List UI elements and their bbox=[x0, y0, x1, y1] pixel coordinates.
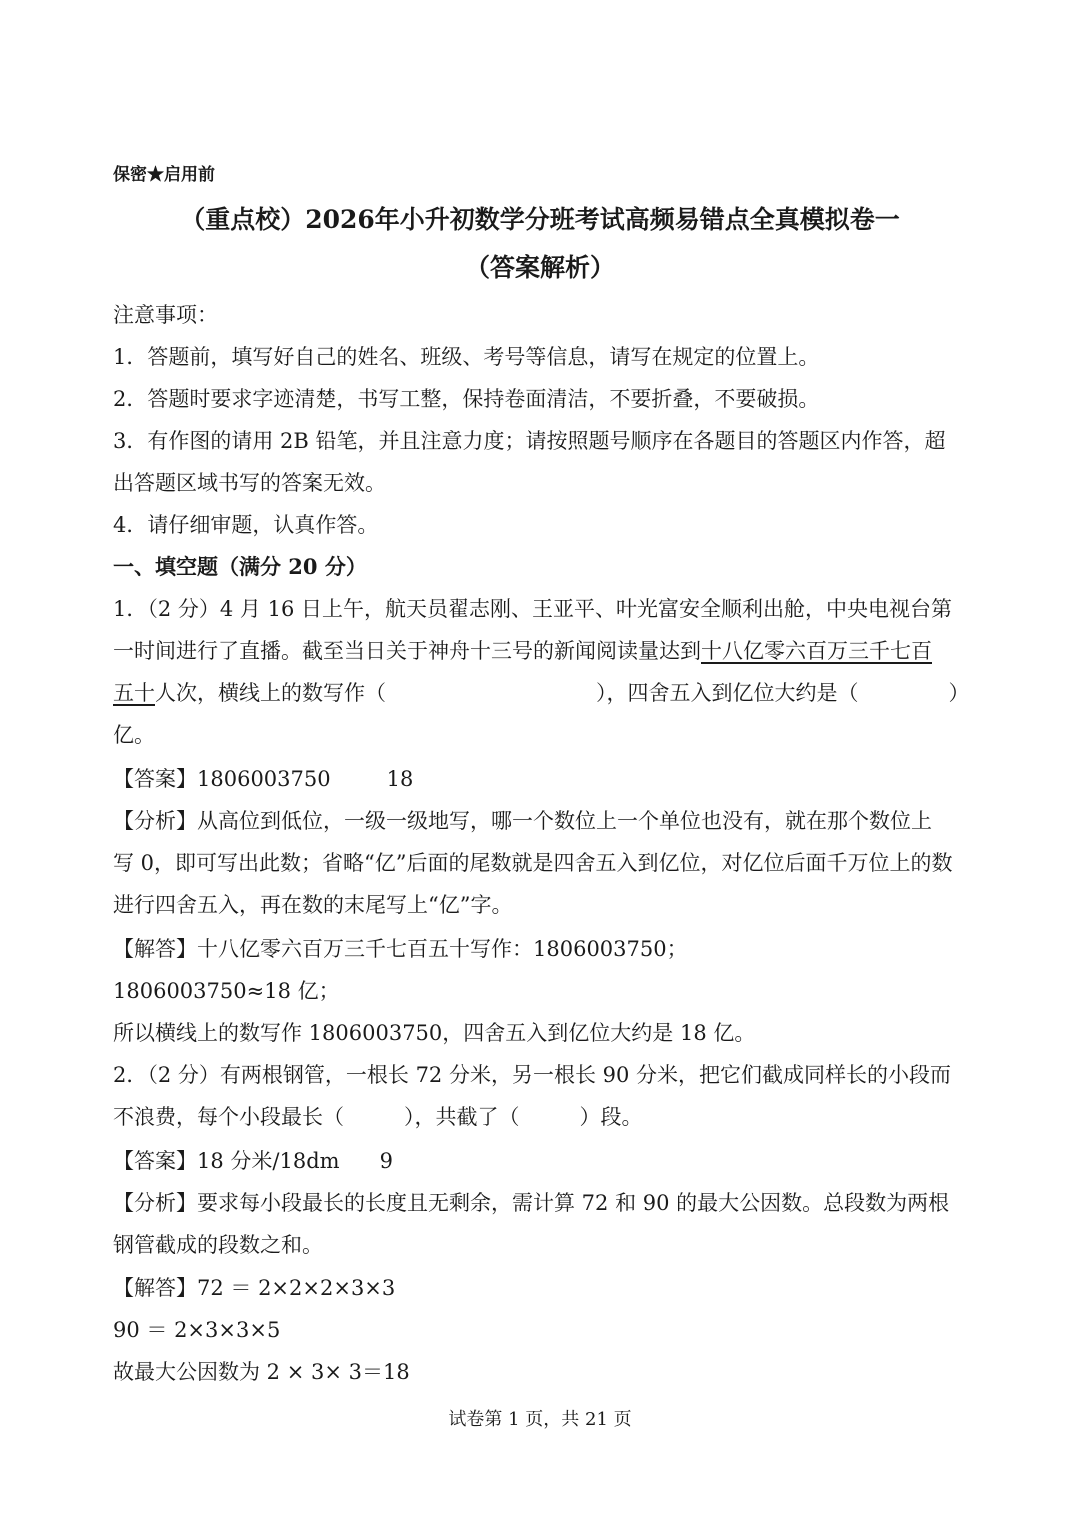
notes-item-1: 1．答题前，填写好自己的姓名、班级、考号等信息，请写在规定的位置上。 bbox=[113, 345, 820, 369]
q1-analysis-line-2: 写 0，即可写出此数；省略“亿”后面的尾数就是四舍五入到亿位，对亿位后面千万位上的数 bbox=[113, 851, 953, 875]
q2-solution-line-1: 【解答】72 ＝ 2×2×2×3×3 bbox=[113, 1276, 396, 1300]
q1-answer-value-1: 1806003750 bbox=[197, 767, 331, 791]
q1-blank-close: ） bbox=[948, 681, 970, 705]
notes-item-4: 4．请仔细审题，认真作答。 bbox=[113, 513, 379, 537]
q1-text-line-4: 亿。 bbox=[113, 723, 155, 747]
notes-item-3: 3．有作图的请用 2B 铅笔，并且注意力度；请按照题号顺序在各题目的答题区内作答，超 bbox=[113, 429, 946, 453]
q2-solution-line-2: 90 ＝ 2×3×3×5 bbox=[113, 1318, 281, 1342]
notes-item-2: 2．答题时要求字迹清楚，书写工整，保持卷面清洁，不要折叠，不要破损。 bbox=[113, 387, 820, 411]
confidential-mark: 保密★启用前 bbox=[113, 165, 215, 185]
q1-analysis-line-1: 【分析】从高位到低位，一级一级地写，哪一个数位上一个单位也没有，就在那个数位上 bbox=[113, 809, 932, 833]
q2-answer-value-2: 9 bbox=[379, 1149, 393, 1173]
q2-text-line-1: 2．（2 分）有两根钢管，一根长 72 分米，另一根长 90 分米，把它们截成同样长的小段而 bbox=[113, 1063, 952, 1087]
page-subtitle: （答案解析） bbox=[464, 253, 615, 282]
q1-analysis-line-3: 进行四舍五入，再在数的末尾写上“亿”字。 bbox=[113, 893, 513, 917]
notes-item-3-cont: 出答题区域书写的答案无效。 bbox=[113, 471, 386, 495]
q1-text-line-3 bbox=[113, 678, 980, 708]
q1-answer bbox=[113, 764, 980, 794]
q1-underlined-number-end: 五十 bbox=[113, 681, 155, 705]
q1-text-line-2-start: 一时间进行了直播。截至当日关于神舟十三号的新闻阅读量达到 bbox=[113, 639, 701, 663]
q2-analysis-line-1: 【分析】要求每小段最长的长度且无剩余，需计算 72 和 90 的最大公因数。总段数为两根 bbox=[113, 1191, 950, 1215]
q1-text-line-1: 1．（2 分）4 月 16 日上午，航天员翟志刚、王亚平、叶光富安全顺利出舱，中央电视台第 bbox=[113, 597, 953, 621]
q2-blank-intro: 不浪费，每个小段最长（ bbox=[113, 1105, 344, 1129]
q1-answer-value-2: 18 bbox=[386, 767, 414, 791]
q1-blank-intro-2: ），四舍五入到亿位大约是（ bbox=[596, 681, 859, 705]
page-footer: 试卷第 1 页，共 21 页 bbox=[448, 1409, 632, 1430]
q1-answer-label: 【答案】 bbox=[113, 767, 197, 791]
q2-text-line-2 bbox=[113, 1102, 980, 1132]
q2-answer-value-1: 18 分米/18dm bbox=[197, 1149, 340, 1173]
q1-solution-line-3: 所以横线上的数写作 1806003750，四舍五入到亿位大约是 18 亿。 bbox=[113, 1021, 756, 1045]
q2-blank-close: ）段。 bbox=[579, 1105, 643, 1129]
q2-solution-line-3: 故最大公因数为 2 × 3× 3＝18 bbox=[113, 1360, 410, 1384]
q1-solution-line-1: 【解答】十八亿零六百万三千七百五十写作：1806003750； bbox=[113, 937, 688, 961]
q2-answer bbox=[113, 1146, 980, 1176]
page-title: （重点校）2026年小升初数学分班考试高频易错点全真模拟卷一 bbox=[180, 205, 900, 234]
notes-heading: 注意事项： bbox=[113, 303, 218, 327]
q1-solution-line-2: 1806003750≈18 亿； bbox=[113, 979, 340, 1003]
q1-text-line-2 bbox=[113, 636, 980, 666]
section-heading: 一、填空题（满分 20 分） bbox=[113, 554, 367, 579]
q2-analysis-line-2: 钢管截成的段数之和。 bbox=[113, 1233, 323, 1257]
q1-underlined-number: 十八亿零六百万三千七百 bbox=[701, 639, 932, 663]
q2-answer-label: 【答案】 bbox=[113, 1149, 197, 1173]
q2-blank-intro-2: ），共截了（ bbox=[404, 1105, 520, 1129]
q1-blank-intro: 人次，横线上的数写作（ bbox=[155, 681, 386, 705]
